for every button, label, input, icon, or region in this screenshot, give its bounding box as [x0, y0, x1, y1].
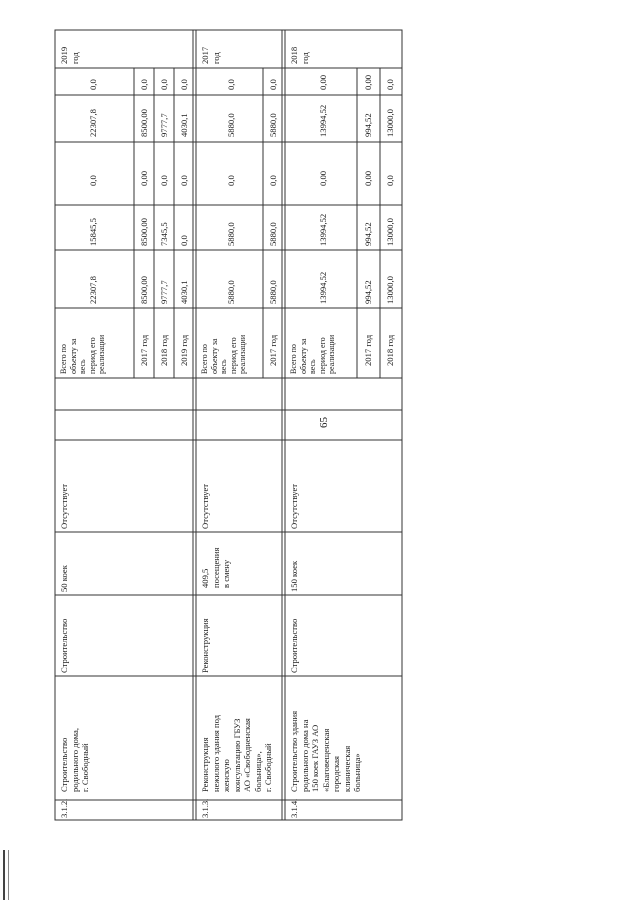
- total-2018-3-1-4: 13000,0: [385, 276, 395, 304]
- col2-value-3-1-4: 0,00: [318, 170, 328, 186]
- page-number: 65: [318, 417, 330, 428]
- work-kind-3-1-4: Строительство: [289, 618, 299, 673]
- year-3-1-2: 2019 год: [59, 46, 80, 64]
- period-label-2018-3-1-2: 2018 год: [159, 334, 169, 366]
- status-3-1-2: Отсутствует: [59, 483, 69, 529]
- object-name-3-1-2: Строительство родильного дома, г. Свободный: [59, 727, 90, 792]
- col2-2018-3-1-4: 0,0: [385, 175, 395, 186]
- col3-value-3-1-4: 13994,52: [318, 104, 328, 137]
- period-label-2018-3-1-4: 2018 год: [385, 334, 395, 366]
- col2-2019-3-1-2: 0,0: [179, 175, 189, 186]
- col1-2018-3-1-2: 7345,5: [159, 222, 169, 246]
- total-2017-3-1-3: 5880,0: [268, 280, 278, 304]
- year-3-1-3: 2017 год: [200, 46, 221, 64]
- col2-value-3-1-3: 0,0: [226, 175, 236, 186]
- col2-2018-3-1-2: 0,0: [159, 175, 169, 186]
- col2-2017-3-1-2: 0,00: [139, 170, 149, 186]
- col1-value-3-1-4: 13994,52: [318, 213, 328, 246]
- col3-value-3-1-3: 5880,0: [226, 113, 236, 137]
- col4-2017-3-1-3: 0,0: [268, 79, 278, 90]
- col3-2019-3-1-2: 4030,1: [179, 113, 189, 137]
- col1-value-3-1-3: 5880,0: [226, 222, 236, 246]
- col1-2017-3-1-2: 8500,00: [139, 218, 149, 246]
- col3-2018-3-1-4: 13000,0: [385, 109, 395, 137]
- total-value-3-1-4: 13994,52: [318, 271, 328, 304]
- object-name-3-1-4: Строительство здания родильного дома на 150 коек ГАУЗ АО «Благовещенская городская клиническая больница»: [289, 710, 362, 792]
- period-label-2017-3-1-2: 2017 год: [139, 334, 149, 366]
- period-label-total-3-1-4: Всего по объекту за весь период его реализации: [289, 334, 336, 374]
- col3-2017-3-1-2: 8500,00: [139, 109, 149, 137]
- col3-2017-3-1-3: 5880,0: [268, 113, 278, 137]
- status-3-1-3: Отсутствует: [200, 483, 210, 529]
- total-2017-3-1-4: 994,52: [363, 280, 373, 304]
- row-number-3-1-2: 3.1.2.: [59, 798, 69, 818]
- col1-2018-3-1-4: 13000,0: [385, 218, 395, 246]
- col1-value-3-1-2: 15845,5: [88, 218, 98, 246]
- capacity-3-1-2: 50 коек: [59, 565, 69, 592]
- year-3-1-4: 2018 год: [289, 46, 310, 64]
- col4-value-3-1-2: 0,0: [88, 79, 98, 90]
- period-label-2017-3-1-4: 2017 год: [363, 334, 373, 366]
- col4-value-3-1-4: 0,00: [318, 74, 328, 90]
- col4-2018-3-1-2: 0,0: [159, 79, 169, 90]
- col2-value-3-1-2: 0,0: [88, 175, 98, 186]
- col4-2018-3-1-4: 0,0: [385, 79, 395, 90]
- period-label-total-3-1-3: Всего по объекту за весь период его реализации: [200, 334, 247, 374]
- period-label-2019-3-1-2: 2019 год: [179, 334, 189, 366]
- col4-2017-3-1-2: 0,0: [139, 79, 149, 90]
- period-label-total-3-1-2: Всего по объекту за весь период его реализации: [59, 334, 106, 374]
- col1-2017-3-1-3: 5880,0: [268, 222, 278, 246]
- status-3-1-4: Отсутствует: [289, 483, 299, 529]
- col4-2019-3-1-2: 0,0: [179, 79, 189, 90]
- object-name-3-1-3: Реконструкция нежилого здания под женскую консультацию ГБУЗ АО «Свободненская больница», г. Свободный: [200, 714, 273, 792]
- col1-2019-3-1-2: 0,0: [179, 235, 189, 246]
- period-label-2017-3-1-3: 2017 год: [268, 334, 278, 366]
- capacity-3-1-3: 409,5 посещения в смену: [200, 547, 231, 588]
- col2-2017-3-1-3: 0,0: [268, 175, 278, 186]
- col4-value-3-1-3: 0,0: [226, 79, 236, 90]
- total-2019-3-1-2: 4030,1: [179, 280, 189, 304]
- col4-2017-3-1-4: 0,00: [363, 74, 373, 90]
- work-kind-3-1-3: Реконструкция: [200, 618, 210, 673]
- row-number-3-1-3: 3.1.3.: [200, 798, 210, 818]
- col2-2017-3-1-4: 0,00: [363, 170, 373, 186]
- col1-2017-3-1-4: 994,52: [363, 222, 373, 246]
- col3-2017-3-1-4: 994,52: [363, 113, 373, 137]
- row-number-3-1-4: 3.1.4.: [289, 798, 299, 818]
- col3-value-3-1-2: 22307,8: [88, 109, 98, 137]
- total-value-3-1-2: 22307,8: [88, 276, 98, 304]
- capacity-3-1-4: 150 коек: [289, 560, 299, 592]
- total-2017-3-1-2: 8500,00: [139, 276, 149, 304]
- work-kind-3-1-2: Строительство: [59, 618, 69, 673]
- total-2018-3-1-2: 9777,7: [159, 280, 169, 304]
- col3-2018-3-1-2: 9777,7: [159, 113, 169, 137]
- total-value-3-1-3: 5880,0: [226, 280, 236, 304]
